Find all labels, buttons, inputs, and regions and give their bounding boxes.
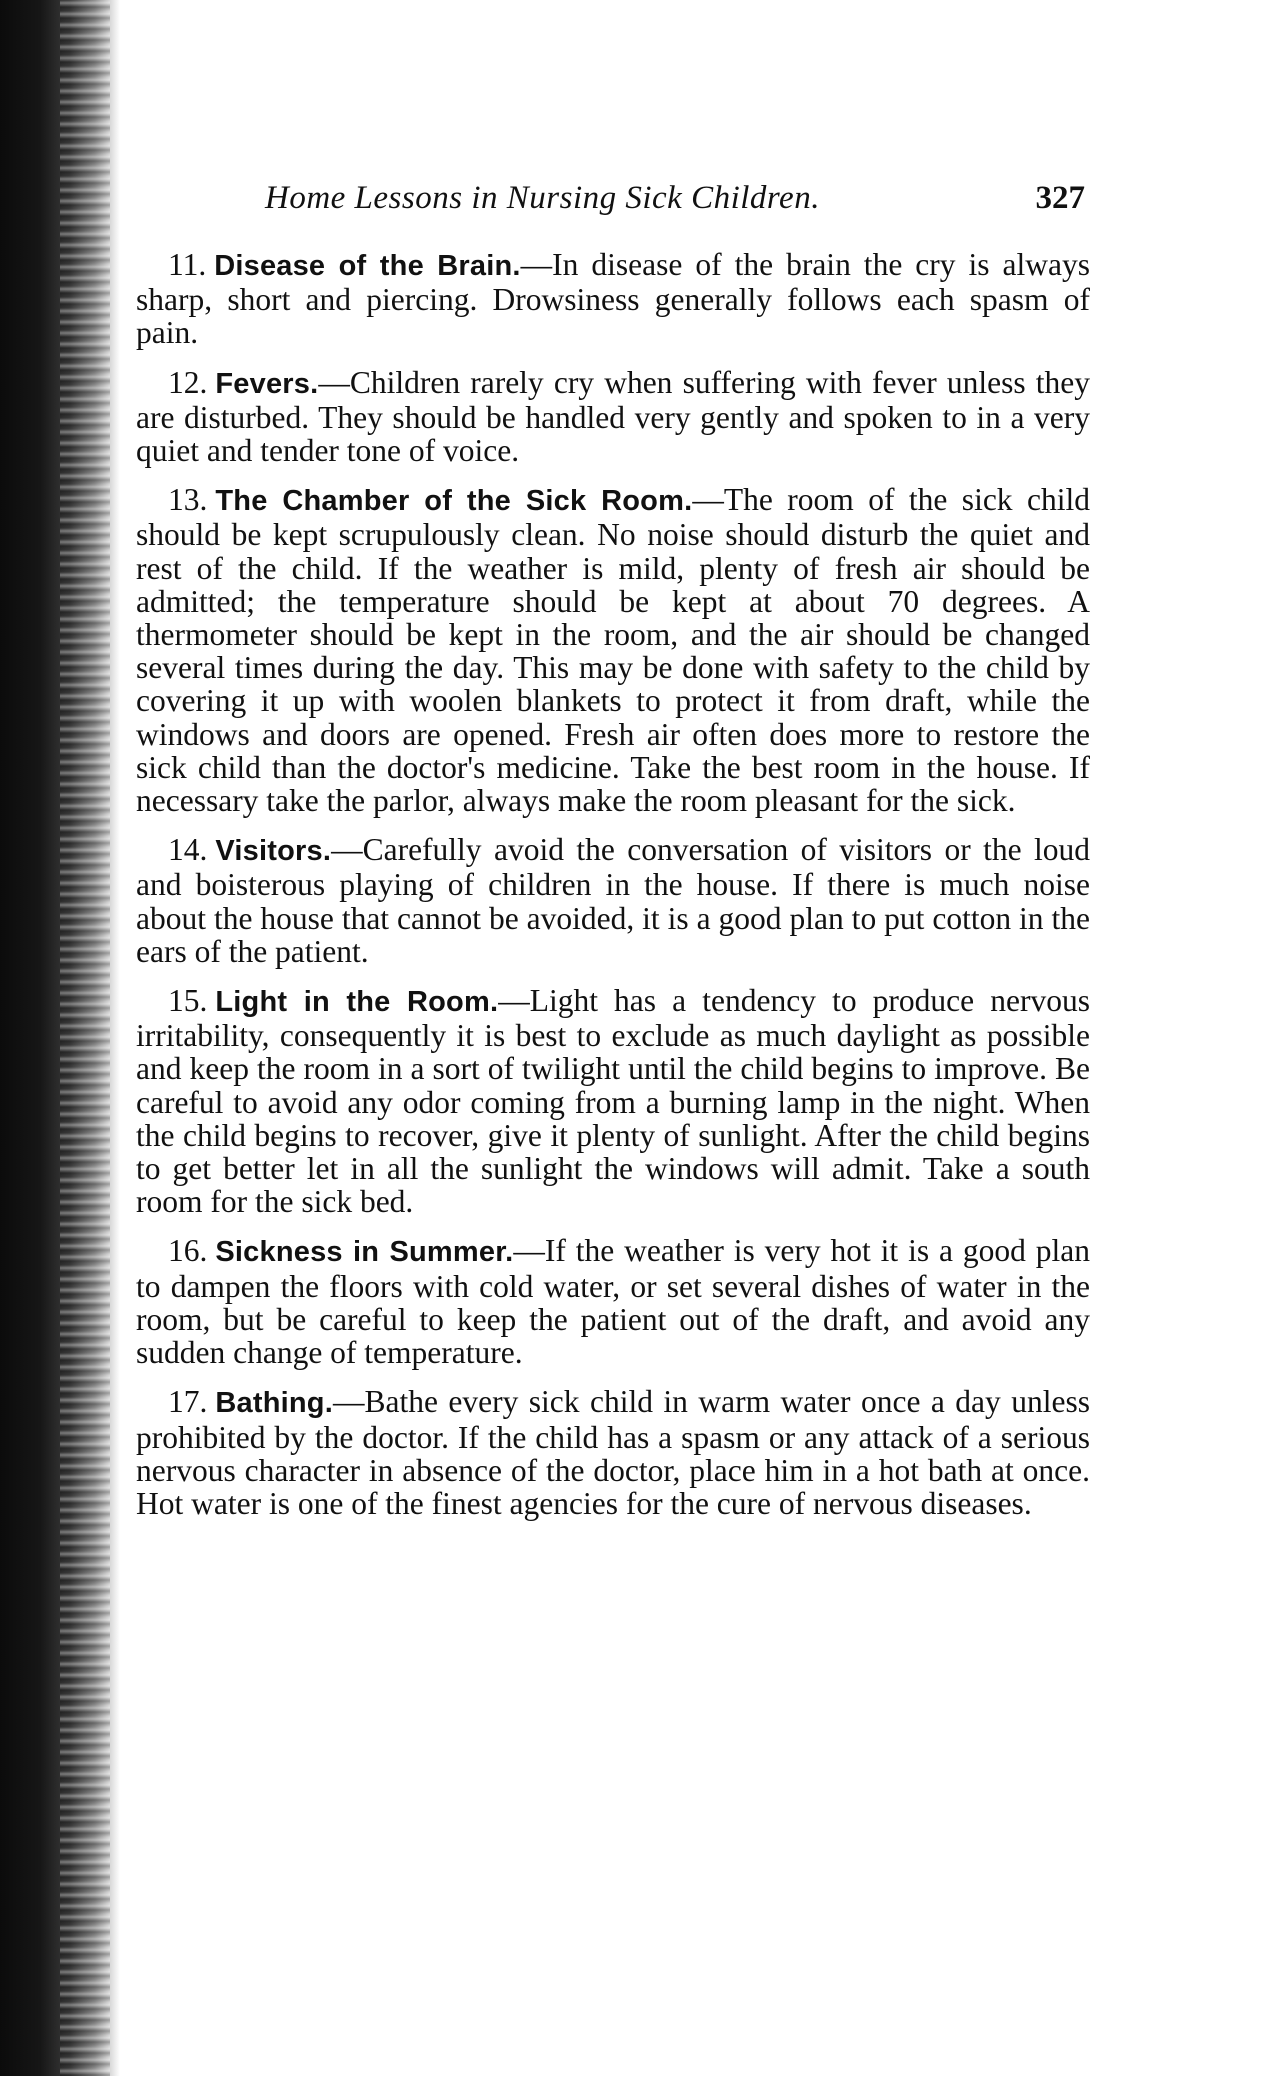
section-bathing [136,1385,1090,1520]
section-body: —In disease of the brain the cry is always sharp, short and piercing. Drowsiness generally follows each spasm of pain. [136,247,1090,351]
section-number: 16. [168,1233,208,1269]
section-number: 14. [168,832,208,868]
section-sickness-in-summer [136,1234,1090,1369]
section-heading: Disease of the Brain. [214,250,521,282]
section-body: —Children rarely cry when suffering with fever unless they are disturbed. They should be handled very gently and spoken to in a very quiet and tender tone of voice. [136,364,1090,469]
page-body [136,248,1090,1536]
section-body: —The room of the sick child should be kept scrupulously clean. No noise should disturb the quiet and rest of the child. If the weather is mild, plenty of fresh air should be admitted; the temperature should be kept at about 70 degrees. A thermometer should be kept in the room, and the air should be changed several times during the day. This may be done with safety to the child by covering it up with woolen blankets to protect it from draft, while the windows and doors are opened. Fresh air often does more to restore the sick child than the doctor's medicine. Take the best room in the house. If necessary take the parlor, always make the room pleasant for the sick. [136,482,1090,819]
section-fevers [136,366,1090,468]
section-number: 11. [168,247,207,282]
page-number: 327 [1035,180,1085,216]
section-light-in-the-room [136,984,1090,1218]
section-body: —If the weather is very hot it is a good plan to dampen the floors with cold water, or set several dishes of water in the room, but be careful to keep the patient out of the draft, and avoid any sudden change of temperature. [136,1233,1090,1371]
section-heading: Light in the Room. [215,986,499,1019]
section-visitors [136,833,1090,968]
section-number: 15. [168,983,208,1019]
running-title: Home Lessons in Nursing Sick Children. [265,180,820,216]
section-body: —Bathe every sick child in warm water once a day unless prohibited by the doctor. If the child has a spasm or any attack of a serious nervous character in absence of the doctor, place him in a hot bath at once. Hot water is one of the finest agencies for the cure of nervous diseases. [136,1384,1090,1521]
section-disease-of-the-brain [136,248,1090,350]
section-number: 17. [168,1384,208,1420]
page-header [265,180,1085,230]
section-body: —Light has a tendency to produce nervous irritability, consequently it is best to exclude as much daylight as possible and keep the room in a sort of twilight until the child begins to improve. Be careful to avoid any odor coming from a burning lamp in the night. When the child begins to recover, give it plenty of sunlight. After the child begins to get better let in all the sunlight the windows will admit. Take a south room for the sick bed. [136,983,1090,1220]
section-number: 13. [168,482,208,518]
section-heading: Fevers. [215,367,319,400]
section-heading: Bathing. [215,1387,333,1420]
section-body: —Carefully avoid the conversation of visitors or the loud and boisterous playing of children in the house. If there is much noise about the house that cannot be avoided, it is a good plan to put cotton in the ears of the patient. [136,832,1090,969]
section-chamber-of-the-sick-room [136,483,1090,817]
section-heading: Sickness in Summer. [215,1236,514,1269]
section-number: 12. [168,364,208,400]
binding-shadow [60,0,110,2076]
section-heading: Visitors. [215,835,332,868]
section-heading: The Chamber of the Sick Room. [215,485,693,518]
